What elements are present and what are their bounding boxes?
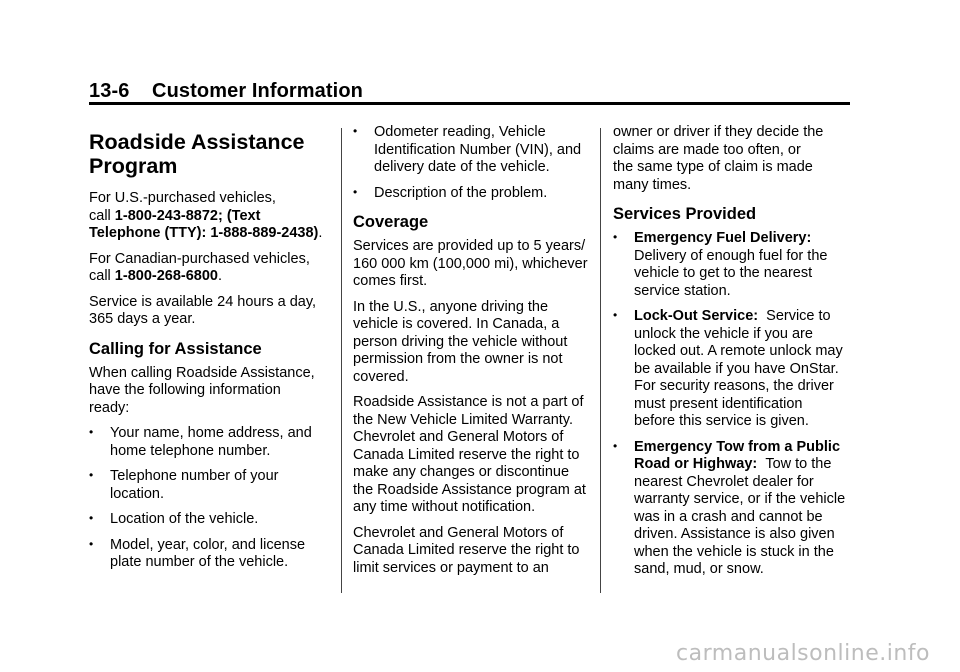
coverage-paragraph-4-continued: owner or driver if they decide the claims are made too often, or the same type of claim is made many times. bbox=[613, 124, 824, 193]
calling-info-list bbox=[89, 425, 329, 572]
bullet-icon: • bbox=[613, 438, 618, 453]
bullet-icon: • bbox=[613, 308, 618, 322]
coverage-paragraph-2: In the U.S., anyone driving the vehicle is covered. In Canada, a person driving the vehicle without permission from the owner is not covered. bbox=[353, 298, 568, 385]
us-phone-number: 1-800-243-8872; (Text bbox=[114, 207, 261, 224]
service-title-tow: Emergency Tow from a Public bbox=[634, 438, 841, 455]
bullet-icon: • bbox=[89, 425, 94, 439]
service-title-fuel: Emergency Fuel Delivery: bbox=[634, 230, 812, 246]
coverage-paragraph-4: Chevrolet and General Motors of Canada Limited reserve the right to limit services or payment to an bbox=[353, 524, 580, 576]
subheading-coverage: Coverage bbox=[353, 213, 429, 231]
coverage-paragraph-3: Roadside Assistance is not a part of the New Vehicle Limited Warranty. Chevrolet and General Motors of Canada Limited reserve the right to make any changes or discontinue the Roadside Assistance program at any time without notification. bbox=[353, 394, 586, 515]
column-1 bbox=[89, 130, 329, 580]
column-3 bbox=[613, 124, 853, 587]
us-tty-number: Telephone (TTY): 1-888-889-2438) bbox=[89, 225, 319, 241]
subheading-calling-for-assistance: Calling for Assistance bbox=[89, 339, 262, 358]
list-item: • Model, year, color, and license plate number of the vehicle. bbox=[89, 536, 306, 570]
services-list bbox=[613, 230, 853, 579]
bullet-icon: • bbox=[353, 124, 358, 138]
column-divider-1 bbox=[341, 128, 342, 593]
canada-phone-number: 1-800-268-6800 bbox=[114, 268, 218, 284]
list-item: • Location of the vehicle. bbox=[89, 511, 259, 527]
list-item: • Emergency Fuel Delivery: Delivery of enough fuel for the vehicle to get to the nearest service station. bbox=[613, 230, 853, 300]
bullet-icon: • bbox=[89, 511, 94, 525]
header-rule bbox=[89, 102, 850, 105]
service-availability-paragraph: Service is available 24 hours a day, 365 days a year. bbox=[89, 293, 317, 327]
service-title-lockout: Lock-Out Service: bbox=[634, 308, 759, 324]
bullet-icon: • bbox=[89, 536, 94, 551]
list-item: • Lock-Out Service: Service to unlock the vehicle if you are locked out. A remote unlock may be available if you have OnStar. For security reasons, the driver must present identification before this service is given. bbox=[613, 308, 843, 429]
calling-intro-paragraph: When calling Roadside Assistance, have the following information ready: bbox=[89, 364, 315, 416]
column-2 bbox=[353, 124, 593, 585]
bullet-icon: • bbox=[353, 184, 358, 199]
vehicle-info-list bbox=[353, 124, 593, 202]
coverage-paragraph-1: Services are provided up to 5 years/ 160 000 km (100,000 mi), whichever comes first. bbox=[353, 238, 588, 289]
watermark-text: carmanualsonline.info bbox=[676, 641, 930, 666]
list-item: • Odometer reading, Vehicle Identification Number (VIN), and delivery date of the vehicle. bbox=[353, 124, 582, 175]
list-item: • Your name, home address, and home telephone number. bbox=[89, 425, 312, 459]
column-divider-2 bbox=[600, 128, 601, 593]
list-item: • Emergency Tow from a Public Road or Highway: Tow to the nearest Chevrolet dealer for warranty service, or if the vehicle was in a crash and cannot be driven. Assistance is also given when the vehicle is stuck in the sand, mud, or snow. bbox=[613, 439, 853, 579]
bullet-icon: • bbox=[613, 230, 618, 244]
list-item: • Telephone number of your location. bbox=[89, 468, 279, 502]
bullet-icon: • bbox=[89, 468, 94, 482]
list-item: • Description of the problem. bbox=[353, 184, 548, 201]
us-contact-paragraph: For U.S.-purchased vehicles, call 1-800-243-8872; (Text Telephone (TTY): 1-888-889-2438). bbox=[89, 190, 323, 241]
page-header-title: 13-6 Customer Information bbox=[89, 80, 363, 102]
canada-contact-paragraph: For Canadian-purchased vehicles, call 1-800-268-6800. bbox=[89, 250, 310, 284]
section-title-roadside-assistance: Roadside Assistance Program bbox=[89, 130, 305, 178]
subheading-services-provided: Services Provided bbox=[613, 205, 757, 223]
